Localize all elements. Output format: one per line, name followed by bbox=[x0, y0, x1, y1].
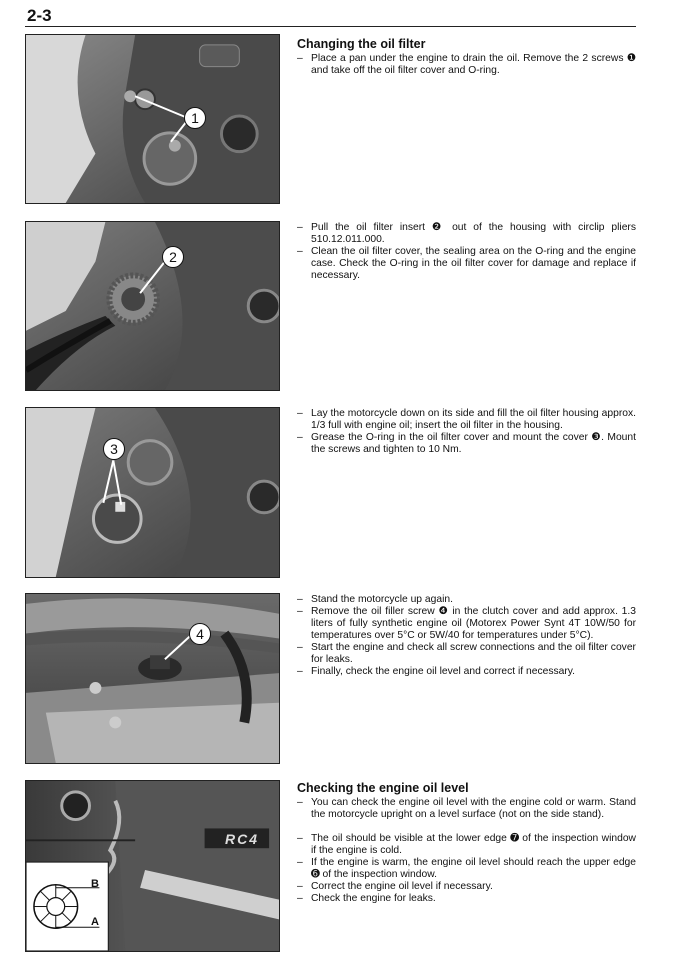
bullet: – Finally, check the engine oil level and correct if necessary. bbox=[297, 666, 636, 678]
photo-oil-filler-screw bbox=[25, 593, 280, 764]
bullet: – Start the engine and check all screw connections and the oil filter cover for leaks. bbox=[297, 642, 636, 666]
bullet: – Pull the oil filter insert ❷ out of the housing with circlip pliers 510.12.011.000. bbox=[297, 222, 636, 246]
photo-oil-filter-cover-screws bbox=[25, 34, 280, 204]
section-checking-oil-level bbox=[297, 781, 636, 905]
callout-1: 1 bbox=[184, 107, 206, 129]
page-number: 2-3 bbox=[27, 6, 52, 25]
section-oil-filter-step1 bbox=[297, 37, 636, 77]
bullet: – The oil should be visible at the lower edge ➐ of the inspection window if the engine is cold. bbox=[297, 833, 636, 857]
level-label-upper: B bbox=[91, 878, 99, 890]
photo-inspection-window bbox=[25, 780, 280, 952]
section-oil-filter-step3 bbox=[297, 408, 636, 456]
callout-2: 2 bbox=[162, 246, 184, 268]
bullet: – Place a pan under the engine to drain the oil. Remove the 2 screws ❶ and take off the oil filter cover and O-ring. bbox=[297, 53, 636, 77]
bullet: – Lay the motorcycle down on its side and fill the oil filter housing approx. 1/3 full with engine oil; insert the oil filter in the housing. bbox=[297, 408, 636, 432]
photo-oil-filter-cover bbox=[25, 407, 280, 578]
bullet: – Check the engine for leaks. bbox=[297, 893, 636, 905]
header-rule bbox=[25, 26, 636, 27]
bullet: – Clean the oil filter cover, the sealing area on the O-ring and the engine case. Check the O-ring in the oil filter cover for damage and replace if necessary. bbox=[297, 246, 636, 282]
bullet: – Remove the oil filler screw ❹ in the clutch cover and add approx. 1.3 liters of fully synthetic engine oil (Motorex Power Synt 4T 10W/50 for temperatures over 5°C or 5W/40 for temperatures under 5°C). bbox=[297, 606, 636, 642]
level-label-lower: A bbox=[91, 916, 99, 928]
photo-oil-filter-insert bbox=[25, 221, 280, 391]
heading-checking-oil-level: Checking the engine oil level bbox=[297, 781, 469, 795]
heading-changing-oil-filter: Changing the oil filter bbox=[297, 37, 426, 51]
callout-3: 3 bbox=[103, 438, 125, 460]
section-oil-filter-step2 bbox=[297, 222, 636, 282]
bullet: – Correct the engine oil level if necessary. bbox=[297, 881, 636, 893]
bullet: – If the engine is warm, the engine oil level should reach the upper edge ➏ of the inspection window. bbox=[297, 857, 636, 881]
engine-logo: RC4 bbox=[224, 831, 259, 847]
callout-4: 4 bbox=[189, 623, 211, 645]
section-oil-filter-step4 bbox=[297, 594, 636, 678]
bullet: – Stand the motorcycle up again. bbox=[297, 594, 636, 606]
bullet: – Grease the O-ring in the oil filter cover and mount the cover ❸. Mount the screws and tighten to 10 Nm. bbox=[297, 432, 636, 456]
bullet: – You can check the engine oil level with the engine cold or warm. Stand the motorcycle upright on a level surface (not on the side stand). bbox=[297, 797, 636, 821]
